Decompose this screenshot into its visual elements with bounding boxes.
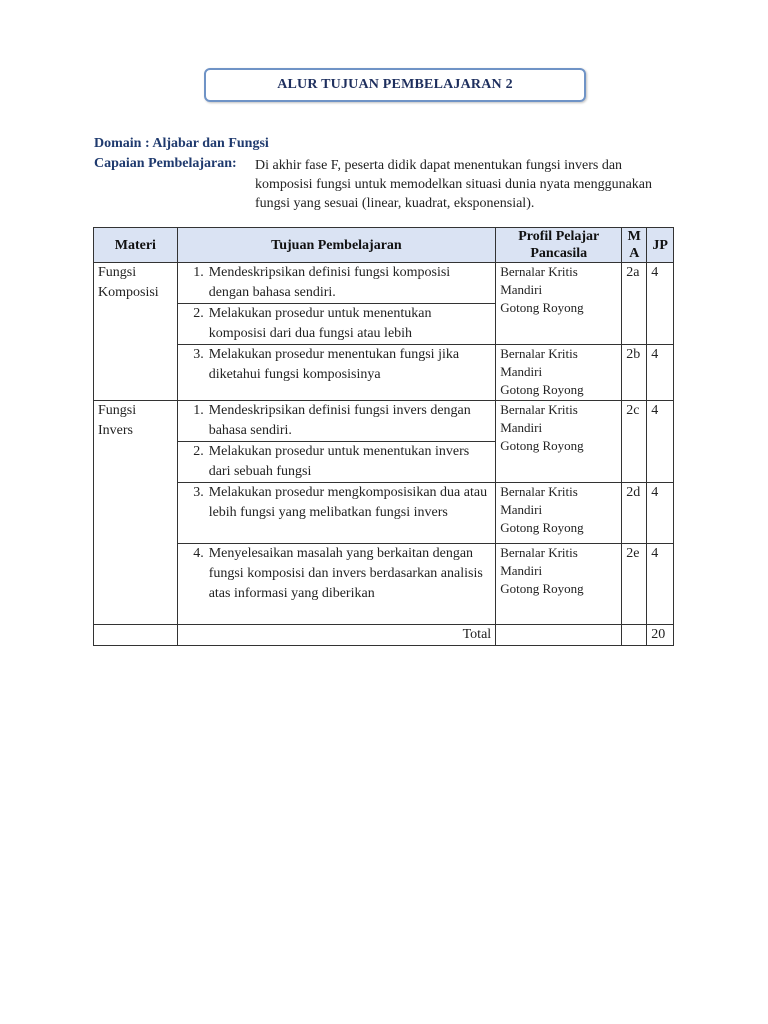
materi-line1: Fungsi [98,403,137,418]
table-row [94,345,674,401]
ma-cell: 2d [622,483,647,544]
tujuan-cell [177,304,496,345]
profil-item: Gotong Royong [500,300,584,315]
materi-cell [94,401,178,625]
header-profil [496,228,622,263]
tp-number: 2. [193,444,204,459]
capaian-text: Di akhir fase F, peserta didik dapat menentukan fungsi invers dan komposisi fungsi untuk memodelkan situasi dunia nyata menggunakan fungsi yang sesuai (linear, kuadrat, eksponensial). [255,158,652,211]
tujuan-cell [177,401,496,442]
header-ma [622,228,647,263]
tp-number: 4. [193,546,204,561]
tp-text: Melakukan prosedur untuk menentukan komposisi dari dua fungsi atau lebih [208,306,432,341]
profil-item: Gotong Royong [500,382,584,397]
empty-cell [622,625,647,646]
profil-cell [496,263,622,345]
tp-text: Melakukan prosedur mengkomposisikan dua atau lebih fungsi yang melibatkan fungsi invers [208,485,488,520]
ma-cell: 2b [622,345,647,401]
header-profil-line1: Profil Pelajar [518,229,600,244]
profil-cell [496,401,622,483]
capaian-label: Capaian Pembelajaran: [94,156,237,171]
header-ma-line2: A [629,246,640,261]
empty-cell [94,625,178,646]
materi-cell [94,263,178,401]
header-ma-line1: M [627,229,641,244]
profil-item: Mandiri [500,502,543,517]
tp-text: Melakukan prosedur menentukan fungsi jika diketahui fungsi komposisinya [208,347,460,382]
profil-item: Gotong Royong [500,581,584,596]
profil-cell [496,544,622,625]
total-row [94,625,674,646]
tujuan-cell [177,263,496,304]
ma-cell: 2c [622,401,647,483]
jp-cell: 4 [647,263,674,345]
table-header-row [94,228,674,263]
profil-item: Mandiri [500,420,543,435]
page-title: ALUR TUJUAN PEMBELAJARAN 2 [204,68,586,102]
jp-cell: 4 [647,345,674,401]
profil-item: Gotong Royong [500,438,584,453]
profil-item: Bernalar Kritis [500,545,578,560]
table-row [94,544,674,625]
tujuan-cell [177,442,496,483]
profil-item: Bernalar Kritis [500,484,578,499]
tp-number: 3. [193,347,204,362]
tujuan-cell [177,544,496,625]
jp-cell: 4 [647,544,674,625]
atp-table [93,227,674,646]
materi-line1: Fungsi [98,265,137,280]
profil-item: Gotong Royong [500,520,584,535]
jp-cell: 4 [647,483,674,544]
total-label: Total [177,625,496,646]
domain-label: Domain : Aljabar dan Fungsi [94,136,269,151]
jp-cell: 4 [647,401,674,483]
profil-item: Mandiri [500,364,543,379]
tp-text: Menyelesaikan masalah yang berkaitan dengan fungsi komposisi dan invers berdasarkan analisis atas informasi yang diberikan [208,546,483,601]
materi-line2: Invers [98,423,133,438]
tp-number: 3. [193,485,204,500]
ma-cell: 2e [622,544,647,625]
table-row [94,263,674,304]
tp-number: 1. [193,403,204,418]
table-row [94,483,674,544]
table-row [94,401,674,442]
profil-item: Mandiri [500,282,543,297]
ma-cell: 2a [622,263,647,345]
materi-line2: Komposisi [98,285,159,300]
empty-cell [496,625,622,646]
header-profil-line2: Pancasila [530,246,588,261]
tp-number: 2. [193,306,204,321]
profil-cell [496,483,622,544]
total-jp: 20 [647,625,674,646]
profil-item: Mandiri [500,563,543,578]
tp-text: Mendeskripsikan definisi fungsi komposisi dengan bahasa sendiri. [208,265,451,300]
profil-item: Bernalar Kritis [500,346,578,361]
header-jp: JP [647,228,674,263]
header-materi: Materi [94,228,178,263]
profil-item: Bernalar Kritis [500,264,578,279]
tp-text: Mendeskripsikan definisi fungsi invers dengan bahasa sendiri. [208,403,471,438]
tujuan-cell [177,483,496,544]
header-tujuan: Tujuan Pembelajaran [177,228,496,263]
profil-cell [496,345,622,401]
tp-text: Melakukan prosedur untuk menentukan invers dari sebuah fungsi [208,444,470,479]
tp-number: 1. [193,265,204,280]
profil-item: Bernalar Kritis [500,402,578,417]
tujuan-cell [177,345,496,401]
